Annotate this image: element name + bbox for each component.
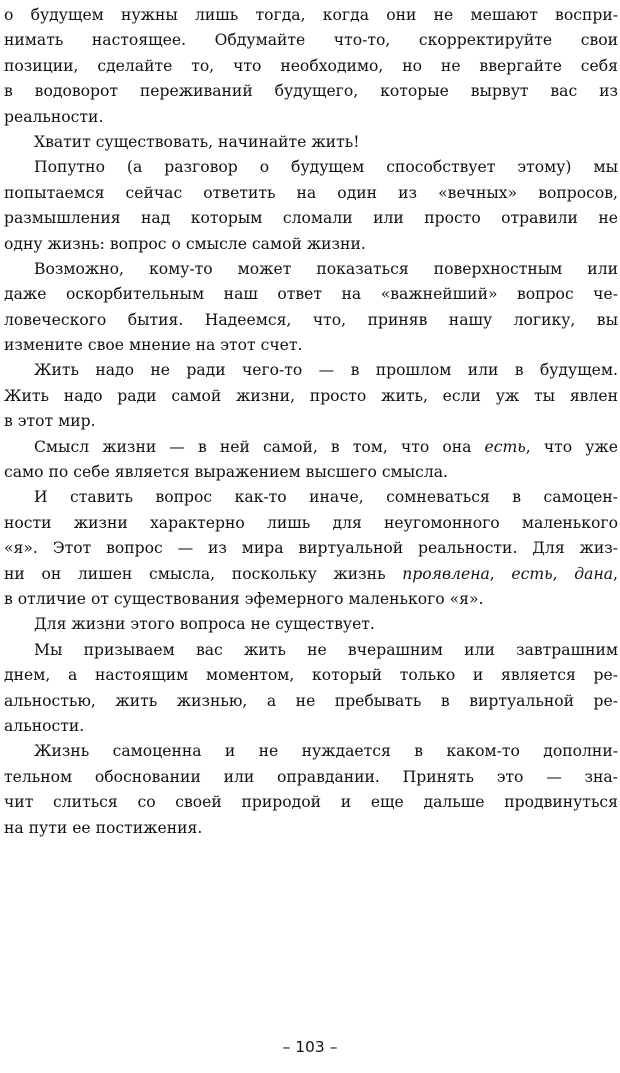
text-line (4, 435, 618, 460)
text-line: альности. (4, 716, 85, 735)
text-line: альностью, жить жизнью, а не пребывать в виртуальной ре- (4, 691, 618, 710)
text-line: о будущем нужны лишь тогда, когда они не мешают воспри- (4, 6, 618, 24)
text-line: Жить надо ради самой жизни, просто жить, если уж ты явлен (4, 386, 618, 405)
text-line: И ставить вопрос как-то иначе, сомневаться в самоцен- (34, 488, 618, 507)
text-line: попытаемся сейчас ответить на один из «вечных» вопросов, (4, 183, 618, 202)
italic-word: есть (511, 564, 553, 583)
body-text (4, 3, 618, 841)
text-segment: , (613, 564, 618, 583)
page-number: – 103 – (282, 1038, 338, 1056)
text-line: ловеческого бытия. Надеемся, что, приняв нашу логику, вы (4, 310, 618, 329)
text-line: позиции, сделайте то, что необходимо, но не ввергайте себя (4, 56, 618, 75)
text-segment: , (552, 564, 575, 583)
text-line: Хватит существовать, начинайте жить! (34, 132, 360, 151)
text-line: Жить надо не ради чего-то — в прошлом или в будущем. (34, 361, 618, 380)
text-line: измените свое мнение на этот счет. (4, 336, 303, 355)
text-line: реальности. (4, 107, 104, 126)
italic-word: проявлена (402, 564, 490, 583)
text-line: чит слиться со своей природой и еще дальше продвинуться (4, 793, 618, 812)
text-segment: Смысл жизни — в ней самой, в том, что она (34, 437, 485, 456)
text-segment: , что уже (525, 437, 618, 456)
text-line: даже оскорбительным наш ответ на «важнейший» вопрос че- (4, 285, 618, 304)
text-line: Жизнь самоценна и не нуждается в каком-то дополни- (34, 742, 618, 761)
text-line: Возможно, кому-то может показаться поверхностным или (34, 259, 618, 278)
text-line: нимать настоящее. Обдумайте что-то, скорректируйте свои (4, 31, 618, 50)
text-line: «я». Этот вопрос — из мира виртуальной реальности. Для жиз- (4, 539, 618, 558)
text-line (4, 562, 618, 587)
text-line: тельном обосновании или оправдании. Принять это — зна- (4, 767, 618, 786)
text-line: днем, а настоящим моментом, который только и является ре- (4, 666, 618, 685)
text-line: Мы призываем вас жить не вчерашним или завтрашним (34, 640, 618, 659)
text-line: ности жизни характерно лишь для неугомонного маленького (4, 513, 618, 532)
text-segment: , (489, 564, 512, 583)
text-line: в отличие от существования эфемерного маленького «я». (4, 589, 484, 608)
text-line: одну жизнь: вопрос о смысле самой жизни. (4, 234, 366, 253)
italic-word: есть (484, 437, 526, 456)
text-segment: ни он лишен смысла, поскольку жизнь (4, 564, 403, 583)
text-line: в водоворот переживаний будущего, которые вырвут вас из (4, 82, 618, 101)
text-line: размышления над которым сломали или просто отравили не (4, 209, 618, 228)
text-line: Для жизни этого вопроса не существует. (34, 615, 375, 634)
text-line: на пути ее постижения. (4, 818, 203, 837)
text-line: само по себе является выражением высшего смысла. (4, 463, 448, 482)
text-line: Попутно (а разговор о будущем способствует этому) мы (34, 158, 618, 177)
text-line: в этот мир. (4, 412, 96, 431)
italic-word: дана (574, 564, 614, 583)
